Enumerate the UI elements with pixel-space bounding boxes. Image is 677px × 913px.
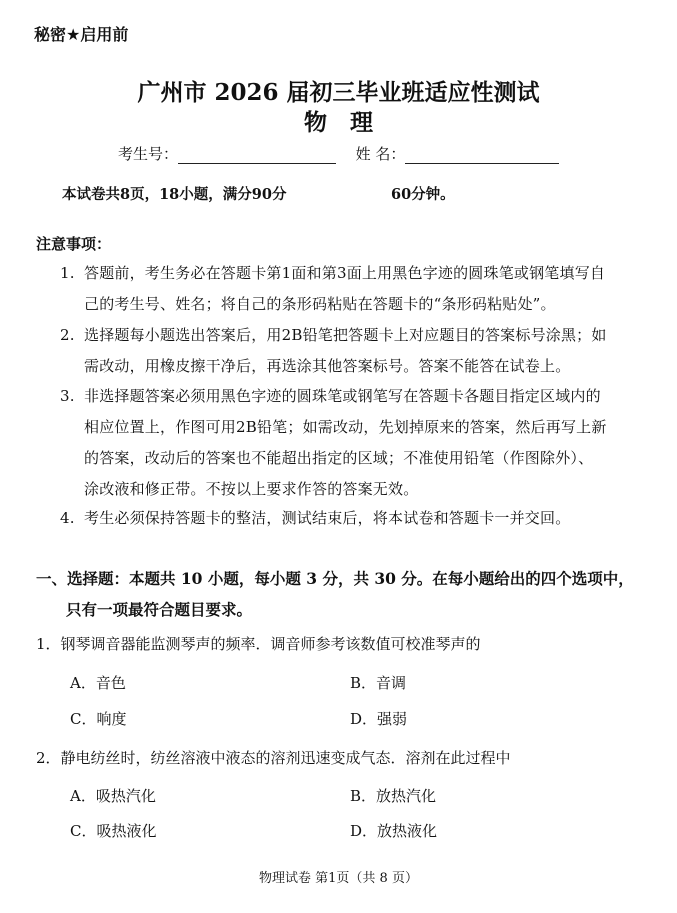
question-1-stem: 1．钢琴调音器能监测琴声的频率．调音师参考该数值可校准琴声的 [36,635,481,653]
exam-title: 广州市 2026 届初三毕业班适应性测试 [137,79,540,106]
exam-number-blank [178,147,336,164]
page-footer: 物理试卷 第1页（共 8 页） [259,871,418,886]
exam-info-right: 60分钟。 [391,186,455,203]
q1-option-a: A．音色 [70,674,126,692]
confidential-label: 秘密★启用前 [34,25,129,44]
q1-option-d: D．强弱 [350,710,408,728]
q2-option-c: C．吸热液化 [70,822,157,840]
note-item: 3. 非选择题答案必须用黑色字迹的圆珠笔或钢笔写在答题卡各题目指定区域内的 相应位置上，作图可用2B铅笔；如需改动，先划掉原来的答案，然后再写上新 的答案，改动后的答案也不能超出指定的区域；不准使用铅笔（作图除外）、 涂改液和修正带。不按以上要求作答的答案无效。 [60,387,607,498]
exam-info-left: 本试卷共8页，18小题，满分90分 [62,186,287,203]
q2-option-a: A．吸热汽化 [70,787,156,805]
q2-option-d: D．放热液化 [350,822,438,840]
q1-option-c: C．响度 [70,710,127,728]
subject-title: 物 理 [304,109,373,136]
section-heading-cont: 只有一项最符合题目要求。 [66,600,253,619]
q2-option-b: B．放热汽化 [350,787,437,805]
section-heading: 一、选择题：本题共 10 小题，每小题 3 分，共 30 分。在每小题给出的四个选项中， [36,569,634,588]
candidate-fields [118,143,559,164]
name-label: 姓 名： [355,145,406,163]
q1-option-b: B．音调 [350,674,407,692]
name-blank [405,147,559,164]
note-item: 1. 答题前，考生务必在答题卡第1面和第3面上用黑色字迹的圆珠笔或钢笔填写自 己的考生号、姓名；将自己的条形码粘贴在答题卡的“条形码粘贴处”。 [60,264,606,313]
note-item: 4. 考生必须保持答题卡的整洁，测试结束后，将本试卷和答题卡一并交回。 [60,509,571,527]
question-2-stem: 2．静电纺丝时，纺丝溶液中液态的溶剂迅速变成气态．溶剂在此过程中 [36,749,511,767]
notes-title: 注意事项： [36,235,112,253]
note-item: 2. 选择题每小题选出答案后，用2B铅笔把答题卡上对应题目的答案标号涂黑；如 需改动，用橡皮擦干净后，再选涂其他答案标号。答案不能答在试卷上。 [60,326,607,375]
exam-number-label: 考生号： [118,145,179,163]
